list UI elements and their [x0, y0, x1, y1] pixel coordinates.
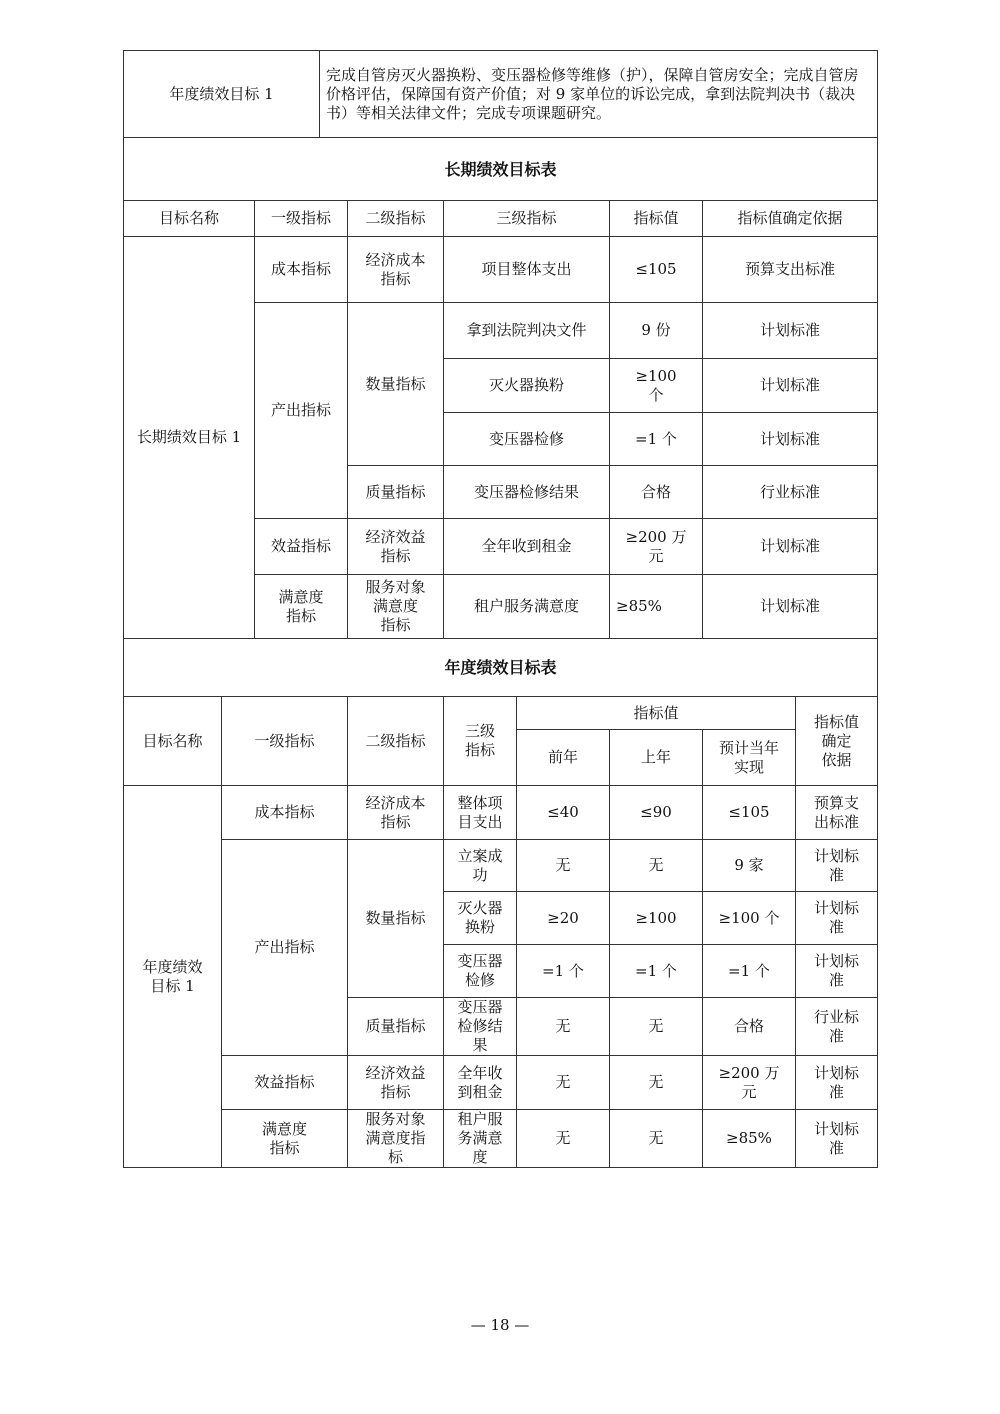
annual-goal-label: 年度绩效目标 1 [124, 51, 320, 138]
value-expected: 合格 [703, 998, 796, 1056]
indicator-value: 合格 [610, 466, 703, 519]
table-row [124, 840, 878, 892]
value-prev2: ≤40 [517, 786, 610, 840]
indicator-basis: 预算支出标准 [703, 237, 878, 303]
value-prev1: =1 个 [610, 945, 703, 998]
header-prev2: 前年 [517, 730, 610, 786]
annual-goal-summary-table [123, 50, 878, 138]
table-row [124, 1056, 878, 1110]
header-level3: 三级 指标 [444, 697, 517, 786]
header-level1: 一级指标 [222, 697, 348, 786]
indicator-basis: 计划标 准 [796, 945, 878, 998]
header-value: 指标值 [610, 201, 703, 237]
header-level1: 一级指标 [255, 201, 348, 237]
group-satisfaction: 满意度 指标 [222, 1110, 348, 1168]
subgroup-economic-cost: 经济成本 指标 [348, 786, 444, 840]
annual-goal-name: 年度绩效 目标 1 [124, 786, 222, 1168]
group-output: 产出指标 [255, 303, 348, 519]
subgroup-quantity: 数量指标 [348, 303, 444, 466]
header-value: 指标值 [517, 697, 796, 730]
value-expected: ≤105 [703, 786, 796, 840]
indicator: 租户服务满意度 [444, 575, 610, 639]
value-expected: 9 家 [703, 840, 796, 892]
indicator: 变压器检修结果 [444, 466, 610, 519]
header-goal-name: 目标名称 [124, 697, 222, 786]
subgroup-quantity: 数量指标 [348, 840, 444, 998]
table-row [124, 1110, 878, 1168]
subgroup-economic-benefit: 经济效益 指标 [348, 519, 444, 575]
indicator: 全年收到租金 [444, 519, 610, 575]
indicator-basis: 计划标准 [703, 303, 878, 359]
indicator-basis: 计划标 准 [796, 840, 878, 892]
value-prev2: 无 [517, 1056, 610, 1110]
header-level2: 二级指标 [348, 201, 444, 237]
indicator-basis: 预算支 出标准 [796, 786, 878, 840]
group-benefit: 效益指标 [222, 1056, 348, 1110]
value-prev1: ≤90 [610, 786, 703, 840]
indicator-basis: 计划标 准 [796, 892, 878, 945]
group-output: 产出指标 [222, 840, 348, 1056]
indicator: 拿到法院判决文件 [444, 303, 610, 359]
value-expected: =1 个 [703, 945, 796, 998]
header-goal-name: 目标名称 [124, 201, 255, 237]
indicator-value: ≥100 个 [610, 359, 703, 413]
value-prev1: 无 [610, 840, 703, 892]
indicator: 整体项 目支出 [444, 786, 517, 840]
long-term-table-title: 长期绩效目标表 [124, 138, 878, 201]
indicator-value: =1 个 [610, 413, 703, 466]
indicator: 租户服 务满意 度 [444, 1110, 517, 1168]
group-cost: 成本指标 [222, 786, 348, 840]
value-expected: ≥100 个 [703, 892, 796, 945]
indicator: 灭火器 换粉 [444, 892, 517, 945]
indicator-value: ≥85% [610, 575, 703, 639]
indicator: 立案成 功 [444, 840, 517, 892]
value-expected: ≥200 万 元 [703, 1056, 796, 1110]
subgroup-quality: 质量指标 [348, 466, 444, 519]
header-level2: 二级指标 [348, 697, 444, 786]
value-prev1: 无 [610, 1110, 703, 1168]
table-row [124, 237, 878, 303]
value-prev2: 无 [517, 1110, 610, 1168]
group-cost: 成本指标 [255, 237, 348, 303]
indicator-basis: 计划标准 [703, 359, 878, 413]
page-number: — 18 — [470, 1316, 530, 1334]
value-prev1: 无 [610, 998, 703, 1056]
indicator-basis: 计划标准 [703, 575, 878, 639]
value-prev1: ≥100 [610, 892, 703, 945]
indicator-basis: 行业标 准 [796, 998, 878, 1056]
indicator-value: 9 份 [610, 303, 703, 359]
group-satisfaction: 满意度 指标 [255, 575, 348, 639]
value-prev1: 无 [610, 1056, 703, 1110]
value-prev2: ≥20 [517, 892, 610, 945]
annual-goal-table [123, 638, 878, 1168]
indicator: 灭火器换粉 [444, 359, 610, 413]
header-basis: 指标值确定依据 [703, 201, 878, 237]
subgroup-service-satisfaction: 服务对象 满意度指 标 [348, 1110, 444, 1168]
annual-header-row [124, 697, 878, 730]
indicator-basis: 计划标 准 [796, 1056, 878, 1110]
indicator-basis: 计划标准 [703, 413, 878, 466]
annual-goal-content: 完成自管房灭火器换粉、变压器检修等维修（护），保障自管房安全；完成自管房价格评估，保障国有资产价值；对 9 家单位的诉讼完成，拿到法院判决书（裁决书）等相关法律文件；完成专项课题研究。 [320, 51, 878, 138]
value-expected: ≥85% [703, 1110, 796, 1168]
value-prev2: 无 [517, 998, 610, 1056]
indicator: 变压器检修 [444, 413, 610, 466]
long-term-goal-name: 长期绩效目标 1 [124, 237, 255, 639]
indicator: 全年收 到租金 [444, 1056, 517, 1110]
long-term-goal-table [123, 137, 878, 639]
subgroup-economic-benefit: 经济效益 指标 [348, 1056, 444, 1110]
long-term-header-row [124, 201, 878, 237]
header-expected: 预计当年 实现 [703, 730, 796, 786]
indicator-basis: 计划标 准 [796, 1110, 878, 1168]
subgroup-service-satisfaction: 服务对象 满意度 指标 [348, 575, 444, 639]
subgroup-quality: 质量指标 [348, 998, 444, 1056]
table-row [124, 786, 878, 840]
header-prev1: 上年 [610, 730, 703, 786]
indicator: 项目整体支出 [444, 237, 610, 303]
annual-table-title: 年度绩效目标表 [124, 639, 878, 697]
value-prev2: 无 [517, 840, 610, 892]
indicator-value: ≥200 万 元 [610, 519, 703, 575]
indicator-basis: 计划标准 [703, 519, 878, 575]
header-basis: 指标值 确定 依据 [796, 697, 878, 786]
indicator: 变压器 检修 [444, 945, 517, 998]
group-benefit: 效益指标 [255, 519, 348, 575]
indicator: 变压器 检修结 果 [444, 998, 517, 1056]
indicator-basis: 行业标准 [703, 466, 878, 519]
value-prev2: =1 个 [517, 945, 610, 998]
header-level3: 三级指标 [444, 201, 610, 237]
indicator-value: ≤105 [610, 237, 703, 303]
subgroup-economic-cost: 经济成本 指标 [348, 237, 444, 303]
